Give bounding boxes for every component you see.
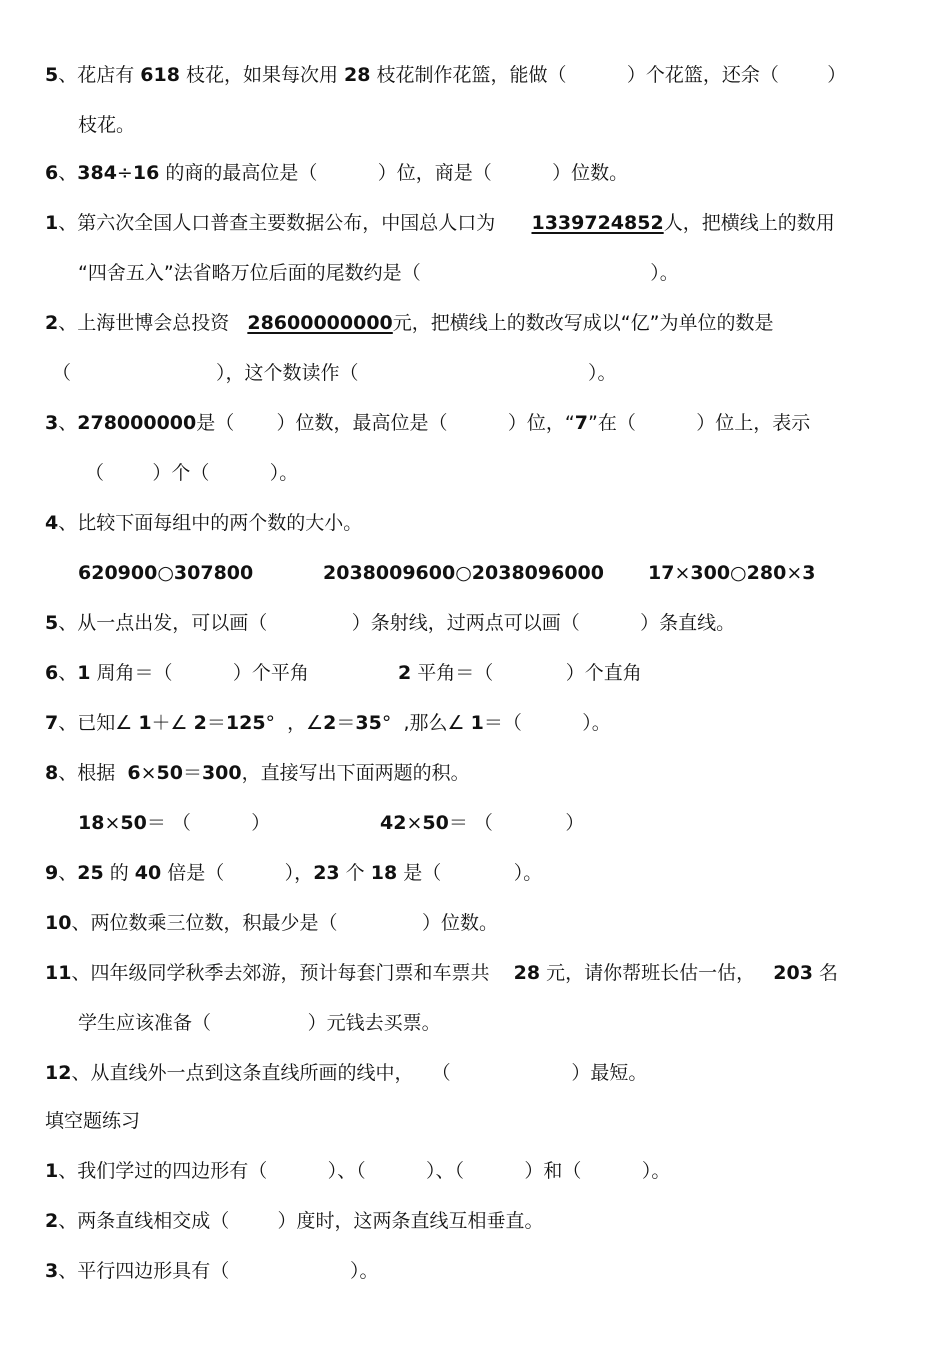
- bold-number: 300: [690, 562, 731, 584]
- question-text: 枝花。: [78, 114, 136, 136]
- question-text: ° ,那么∠: [381, 712, 471, 734]
- question-text-block: [45, 608, 735, 638]
- question-line: [0, 858, 950, 888]
- question-text-block: [45, 208, 835, 238]
- question-item: [398, 658, 642, 688]
- question-text: ○: [730, 562, 747, 584]
- question-text-block: [45, 1256, 379, 1286]
- bold-number: 2038009600: [323, 562, 456, 584]
- question-text: ＝: [182, 762, 202, 784]
- question-text: ×: [140, 762, 157, 784]
- question-text: 人，把横线上的数用: [663, 212, 835, 234]
- question-text-block: [45, 858, 542, 888]
- question-text-block: [45, 60, 846, 90]
- bold-number: 1: [45, 212, 59, 234]
- bold-number: 203: [773, 962, 813, 984]
- bold-number: 2: [45, 312, 59, 334]
- question-text: “四舍五入”法省略万位后面的尾数约是（ ）。: [78, 262, 679, 284]
- question-text: 的: [103, 862, 135, 884]
- question-text: 、花店有: [58, 64, 141, 86]
- bold-number: 620900: [78, 562, 158, 584]
- bold-number: 17: [648, 562, 675, 584]
- question-line: [0, 608, 950, 638]
- question-text: 个: [339, 862, 371, 884]
- bold-number: 5: [45, 612, 59, 634]
- question-text: ×: [674, 562, 691, 584]
- question-text-block: [45, 758, 470, 788]
- bold-number: 384: [77, 162, 117, 184]
- question-text-block: [45, 908, 498, 938]
- question-item: [323, 558, 604, 588]
- question-line: [0, 258, 950, 288]
- bold-number: 10: [45, 912, 72, 934]
- question-text: 周角＝（ ）个平角: [90, 662, 309, 684]
- question-text: 、平行四边形具有（ ）。: [58, 1260, 379, 1282]
- question-text: 倍是（ ），: [161, 862, 314, 884]
- question-text: 、根据: [58, 762, 128, 784]
- question-item: [78, 808, 270, 838]
- question-line: [0, 458, 950, 488]
- bold-number: 25: [77, 862, 104, 884]
- question-text: 学生应该准备（ ）元钱去买票。: [78, 1012, 441, 1034]
- bold-number: 3: [45, 1260, 59, 1282]
- question-text: ×: [406, 812, 423, 834]
- question-text: ”在（ ）位上，表示: [588, 412, 811, 434]
- question-line: [0, 1106, 950, 1136]
- underlined-number: 1339724852: [531, 212, 664, 234]
- question-text: （ ）个（ ）。: [85, 462, 299, 484]
- bold-number: 2: [193, 712, 207, 734]
- question-text: ＝ （ ）: [448, 812, 585, 834]
- question-text: ÷: [116, 162, 133, 184]
- bold-number: 6: [45, 662, 59, 684]
- question-text: （ ），这个数读作（ ）。: [52, 362, 617, 384]
- bold-number: 6: [45, 162, 59, 184]
- question-text: 、四年级同学秋季去郊游，预计每套门票和车票共: [71, 962, 514, 984]
- bold-number: 307800: [173, 562, 254, 584]
- bold-number: 16: [132, 162, 160, 184]
- bold-number: 5: [45, 64, 59, 86]
- bold-number: 300: [201, 762, 242, 784]
- question-item: [78, 558, 253, 588]
- bold-number: 28: [344, 64, 371, 86]
- bold-number: 3: [45, 412, 59, 434]
- question-item: [45, 658, 309, 688]
- bold-number: 28: [513, 962, 541, 984]
- bold-number: 23: [313, 862, 340, 884]
- bold-number: 50: [156, 762, 183, 784]
- question-line: [0, 1206, 950, 1236]
- question-line: [0, 60, 950, 90]
- bold-number: 2: [323, 712, 337, 734]
- question-line: [0, 508, 950, 538]
- bold-number: 2: [45, 1210, 59, 1232]
- question-text: ＋∠: [151, 712, 194, 734]
- question-text: ○: [455, 562, 472, 584]
- question-line: [0, 110, 950, 140]
- question-text: 、从直线外一点到这条直线所画的线中， （ ）最短。: [71, 1062, 648, 1084]
- bold-number: 11: [45, 962, 72, 984]
- question-text-block: [85, 458, 298, 488]
- bold-number: 1: [45, 1160, 59, 1182]
- question-line: [0, 1008, 950, 1038]
- question-text: 的商的最高位是（ ）位，商是（ ）位数。: [159, 162, 629, 184]
- question-text: 、: [58, 662, 78, 684]
- question-text: 元，把横线上的数改写成以“亿”为单位的数是: [392, 312, 774, 334]
- question-text-block: [45, 1156, 670, 1186]
- question-line: [0, 658, 950, 688]
- question-line: [0, 1058, 950, 1088]
- question-line: [0, 308, 950, 338]
- question-line: [0, 558, 950, 588]
- question-text: ○: [157, 562, 174, 584]
- bold-number: 1: [77, 662, 91, 684]
- question-line: [0, 208, 950, 238]
- question-text-block: [78, 1008, 441, 1038]
- question-text: ＝: [336, 712, 356, 734]
- question-text-block: [45, 308, 774, 338]
- question-line: [0, 408, 950, 438]
- bold-number: 1: [470, 712, 484, 734]
- question-text-block: [45, 1058, 647, 1088]
- question-text: 、: [58, 162, 78, 184]
- question-text: 填空题练习: [45, 1110, 141, 1132]
- bold-number: 2: [398, 662, 412, 684]
- bold-number: 12: [45, 1062, 72, 1084]
- question-text: ×: [104, 812, 121, 834]
- question-text-block: [45, 708, 611, 738]
- question-line: [0, 708, 950, 738]
- question-text: 是（ ）。: [397, 862, 543, 884]
- question-text: 名: [812, 962, 838, 984]
- question-text-block: [45, 408, 810, 438]
- question-text: 、: [58, 862, 78, 884]
- question-text-block: [78, 110, 135, 140]
- bold-number: 6: [127, 762, 141, 784]
- question-text: 元，请你帮班长估一估，: [540, 962, 774, 984]
- question-text: ×: [786, 562, 803, 584]
- question-text: 、第六次全国人口普查主要数据公布，中国总人口为: [58, 212, 532, 234]
- question-text: 、两位数乘三位数，积最少是（ ）位数。: [71, 912, 499, 934]
- bold-number: 125: [225, 712, 266, 734]
- bold-number: 1: [138, 712, 152, 734]
- question-text-block: [52, 358, 616, 388]
- question-text: ＝（ ）。: [483, 712, 611, 734]
- bold-number: 35: [355, 712, 382, 734]
- bold-number: 4: [45, 512, 59, 534]
- bold-number: 618: [140, 64, 180, 86]
- question-text-block: [45, 1106, 140, 1136]
- question-text: ＝ （ ）: [146, 812, 271, 834]
- question-text: 平角＝（ ）个直角: [411, 662, 642, 684]
- question-line: [0, 758, 950, 788]
- question-text: 枝花，如果每次用: [179, 64, 345, 86]
- question-text-block: [78, 258, 679, 288]
- bold-number: 42: [380, 812, 407, 834]
- bold-number: 2038096000: [471, 562, 604, 584]
- question-text: 、比较下面每组中的两个数的大小。: [58, 512, 363, 534]
- question-text-block: [45, 1206, 544, 1236]
- question-line: [0, 808, 950, 838]
- question-text: 枝花制作花篮，能做（ ）个花篮，还余（ ）: [370, 64, 847, 86]
- question-text: ＝: [206, 712, 226, 734]
- question-item: [380, 808, 584, 838]
- bold-number: 8: [45, 762, 59, 784]
- question-text: 、已知∠: [58, 712, 139, 734]
- question-text: 、从一点出发，可以画（ ）条射线，过两点可以画（ ）条直线。: [58, 612, 736, 634]
- bold-number: 50: [120, 812, 147, 834]
- question-text-block: [45, 958, 838, 988]
- bold-number: 7: [574, 412, 588, 434]
- question-line: [0, 1156, 950, 1186]
- question-text: 、上海世博会总投资: [58, 312, 248, 334]
- question-text: 、: [58, 412, 78, 434]
- bold-number: 7: [45, 712, 59, 734]
- bold-number: 280: [746, 562, 787, 584]
- question-line: [0, 158, 950, 188]
- question-item: [648, 558, 815, 588]
- question-text: 是（ ）位数，最高位是（ ）位，“: [196, 412, 575, 434]
- question-line: [0, 358, 950, 388]
- question-text: 、两条直线相交成（ ）度时，这两条直线互相垂直。: [58, 1210, 544, 1232]
- question-text: ，直接写出下面两题的积。: [241, 762, 470, 784]
- question-text-block: [45, 508, 362, 538]
- bold-number: 18: [370, 862, 398, 884]
- question-line: [0, 1256, 950, 1286]
- bold-number: 9: [45, 862, 59, 884]
- question-line: [0, 958, 950, 988]
- question-text: ° ，∠: [265, 712, 324, 734]
- underlined-number: 28600000000: [247, 312, 393, 334]
- question-text: 、我们学过的四边形有（ ）、（ ）、（ ）和（ ）。: [58, 1160, 671, 1182]
- bold-number: 18: [78, 812, 105, 834]
- bold-number: 278000000: [77, 412, 197, 434]
- bold-number: 3: [802, 562, 816, 584]
- question-text-block: [45, 158, 628, 188]
- question-line: [0, 908, 950, 938]
- bold-number: 40: [134, 862, 162, 884]
- bold-number: 50: [422, 812, 449, 834]
